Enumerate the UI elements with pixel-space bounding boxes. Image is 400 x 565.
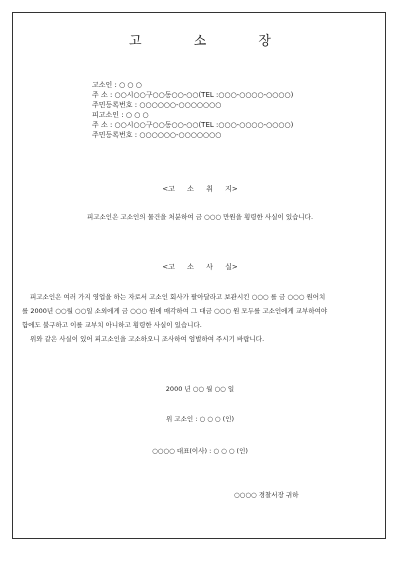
defendant-address: 주 소 : ○○시○○구○○동○○-○○(TEL :○○○-○○○○-○○○○) [92,121,294,129]
facts-heading: <고 소 사 실> [162,263,238,271]
parties-block [92,80,293,140]
title-char: 고 [129,34,142,49]
complainant-signature: 위 고소인 : ○ ○ ○ (인) [165,415,235,423]
defendant-id: 주민등록번호 : ○○○○○○-○○○○○○○ [92,131,222,139]
complainant-name: 고소인 : ○ ○ ○ [92,81,142,89]
purpose-heading: <고 소 취 지> [162,185,238,193]
complainant-address: 주 소 : ○○시○○구○○동○○-○○(TEL :○○○-○○○○-○○○○) [92,91,294,99]
facts-line: 피고소인은 여러 가지 영업을 하는 자로서 고소인 회사가 팔아달라고 보관시킨 ○○○ 를 금 ○○○ 원어치 [30,293,326,301]
title-char: 장 [258,34,271,49]
facts-line: 위와 같은 사실이 있어 피고소인을 고소하오니 조사하여 엄벌하여 주시기 바랍니다. [30,335,265,343]
filing-date: 2000 년 ○○ 월 ○○ 일 [165,385,235,393]
purpose-text: 피고소인은 고소인의 물건을 처분하여 금 ○○○ 만원을 횡령한 사실이 있습니다. [86,213,314,221]
facts-line: 함에도 불구하고 이를 교부치 아니하고 횡령한 사실이 있습니다. [22,321,202,329]
complainant-id: 주민등록번호 : ○○○○○○-○○○○○○○ [92,101,222,109]
document-title [0,30,400,49]
recipient: ○○○○ 경찰서장 귀하 [234,491,299,499]
defendant-name: 피고소인 : ○ ○ ○ [92,111,149,119]
representative-signature: ○○○○ 대표(이사) : ○ ○ ○ (인) [152,447,248,455]
title-char: 소 [193,34,207,49]
facts-line: 를 2000년 ○○월 ○○일 소외에게 금 ○○○ 원에 매각하여 그 대금 ○○○ 원 모두를 고소인에게 교부하여야 [22,307,328,315]
